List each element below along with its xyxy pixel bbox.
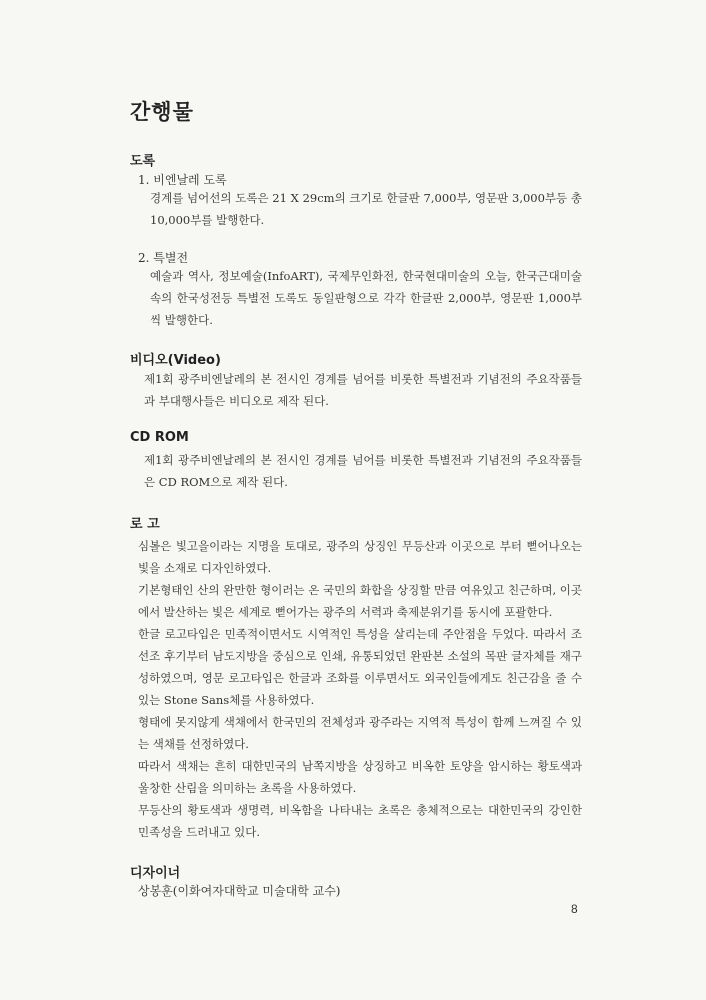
logo-paragraph: 한글 로고타입은 민족적이면서도 시역적인 특성을 살리는데 주안점을 두었다. 따라서 조선조 후기부터 남도지방을 중심으로 인쇄, 유통되었던 완판본 소설의 목판 글자체를 재구성하였으며, 영문 로고타입은 한글과 조화를 이루면서도 외국인들에게도 친근감을 줄 수 있는 Stone Sans체를 사용하였다. <box>138 627 582 707</box>
logo-text <box>138 535 582 843</box>
cdrom-text: 제1회 광주비엔날레의 본 전시인 경계를 넘어를 비롯한 특별전과 기념전의 주요작품들은 CD ROM으로 제작 된다. <box>144 453 582 489</box>
logo-paragraph: 심볼은 빛고을이라는 지명을 토대로, 광주의 상징인 무등산과 이곳으로 부터 뻗어나오는 빛을 소재로 디자인하였다. <box>138 539 582 575</box>
video-heading: 비디오(Video) <box>130 353 221 368</box>
logo-paragraph: 무등산의 황토색과 생명력, 비옥함을 나타내는 초록은 총체적으로는 대한민국의 강인한 민족성을 드러내고 있다. <box>138 803 582 839</box>
catalog-item2-title: 2. 특별전 <box>138 251 189 265</box>
logo-paragraph: 따라서 색채는 흔히 대한민국의 남쪽지방을 상징하고 비옥한 토양을 암시하는 황토색과 울창한 산림을 의미하는 초록을 사용하였다. <box>138 759 582 795</box>
catalog-item2-text: 예술과 역사, 정보예술(InfoART), 국제무인화전, 한국현대미술의 오늘, 한국근대미술속의 한국성전등 특별전 도록도 동일판형으로 각각 한글판 2,000부, 영문판 1,000부씩 발행한다. <box>150 269 582 327</box>
catalog-heading: 도록 <box>130 154 156 169</box>
catalog-item1-title: 1. 비엔날레 도록 <box>138 173 227 187</box>
logo-heading: 로 고 <box>130 517 160 532</box>
cdrom-heading: CD ROM <box>130 430 189 445</box>
logo-paragraph: 형태에 못지않게 색채에서 한국민의 전체성과 광주라는 지역적 특성이 함께 느껴질 수 있는 색채를 선정하였다. <box>138 715 582 751</box>
designer-name: 상봉훈(이화여자대학교 미술대학 교수) <box>138 884 341 898</box>
designer-heading: 디자이너 <box>130 866 181 881</box>
page-number: 8 <box>571 902 578 916</box>
logo-paragraph: 기본형태인 산의 완만한 형이러는 온 국민의 화합을 상징할 만큼 여유있고 친근하며, 이곳에서 발산하는 빛은 세계로 뻗어가는 광주의 서력과 축제분위기를 동시에 포괄한다. <box>138 583 582 619</box>
catalog-item1-text: 경계를 넘어선의 도록은 21 X 29cm의 크기로 한글판 7,000부, 영문판 3,000부등 총 10,000부를 발행한다. <box>150 191 582 227</box>
video-text: 제1회 광주비엔날레의 본 전시인 경계를 넘어를 비롯한 특별전과 기념전의 주요작품들과 부대행사들은 비디오로 제작 된다. <box>144 372 582 408</box>
page-title: 간행물 <box>130 100 194 124</box>
